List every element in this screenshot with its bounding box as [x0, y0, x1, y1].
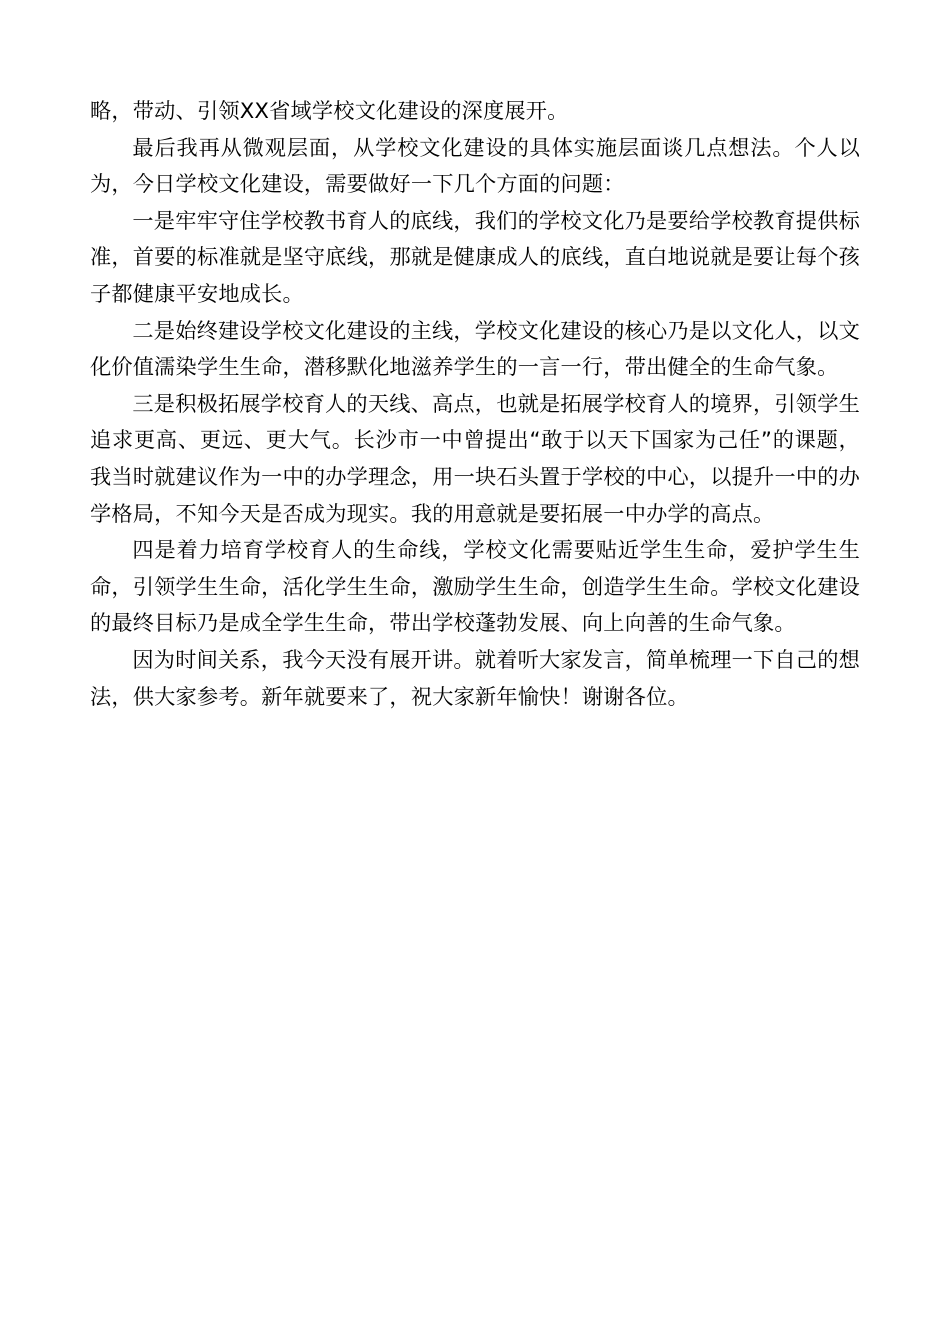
paragraph-intro: 最后我再从微观层面，从学校文化建设的具体实施层面谈几点想法。个人以为，今日学校文化建设，需要做好一下几个方面的问题：: [90, 134, 860, 197]
paragraph-point-two: 二是始终建设学校文化建设的主线，学校文化建设的核心乃是以文化人，以文化价值濡染学生生命，潜移默化地滋养学生的一言一行，带出健全的生命气象。: [90, 317, 860, 380]
document-page: [90, 93, 860, 715]
paragraph-closing: 因为时间关系，我今天没有展开讲。就着听大家发言，简单梳理一下自己的想法，供大家参考。新年就要来了，祝大家新年愉快！谢谢各位。: [90, 646, 860, 709]
paragraph-point-one: 一是牢牢守住学校教书育人的底线，我们的学校文化乃是要给学校教育提供标准，首要的标准就是坚守底线，那就是健康成人的底线，直白地说就是要让每个孩子都健康平安地成长。: [90, 207, 860, 306]
paragraph-point-four: 四是着力培育学校育人的生命线，学校文化需要贴近学生生命，爱护学生生命，引领学生生命，活化学生生命，激励学生生命，创造学生生命。学校文化建设的最终目标乃是成全学生生命，带出学校蓬勃发展、向上向善的生命气象。: [90, 537, 860, 636]
paragraph-continuation: 略，带动、引领XX省域学校文化建设的深度展开。: [90, 98, 569, 123]
paragraph-point-three: 三是积极拓展学校育人的天线、高点，也就是拓展学校育人的境界，引领学生追求更高、更远、更大气。长沙市一中曾提出“敢于以天下国家为己任”的课题，我当时就建议作为一中的办学理念，用一块石头置于学校的中心，以提升一中的办学格局，不知今天是否成为现实。我的用意就是要拓展一中办学的高点。: [90, 390, 860, 526]
